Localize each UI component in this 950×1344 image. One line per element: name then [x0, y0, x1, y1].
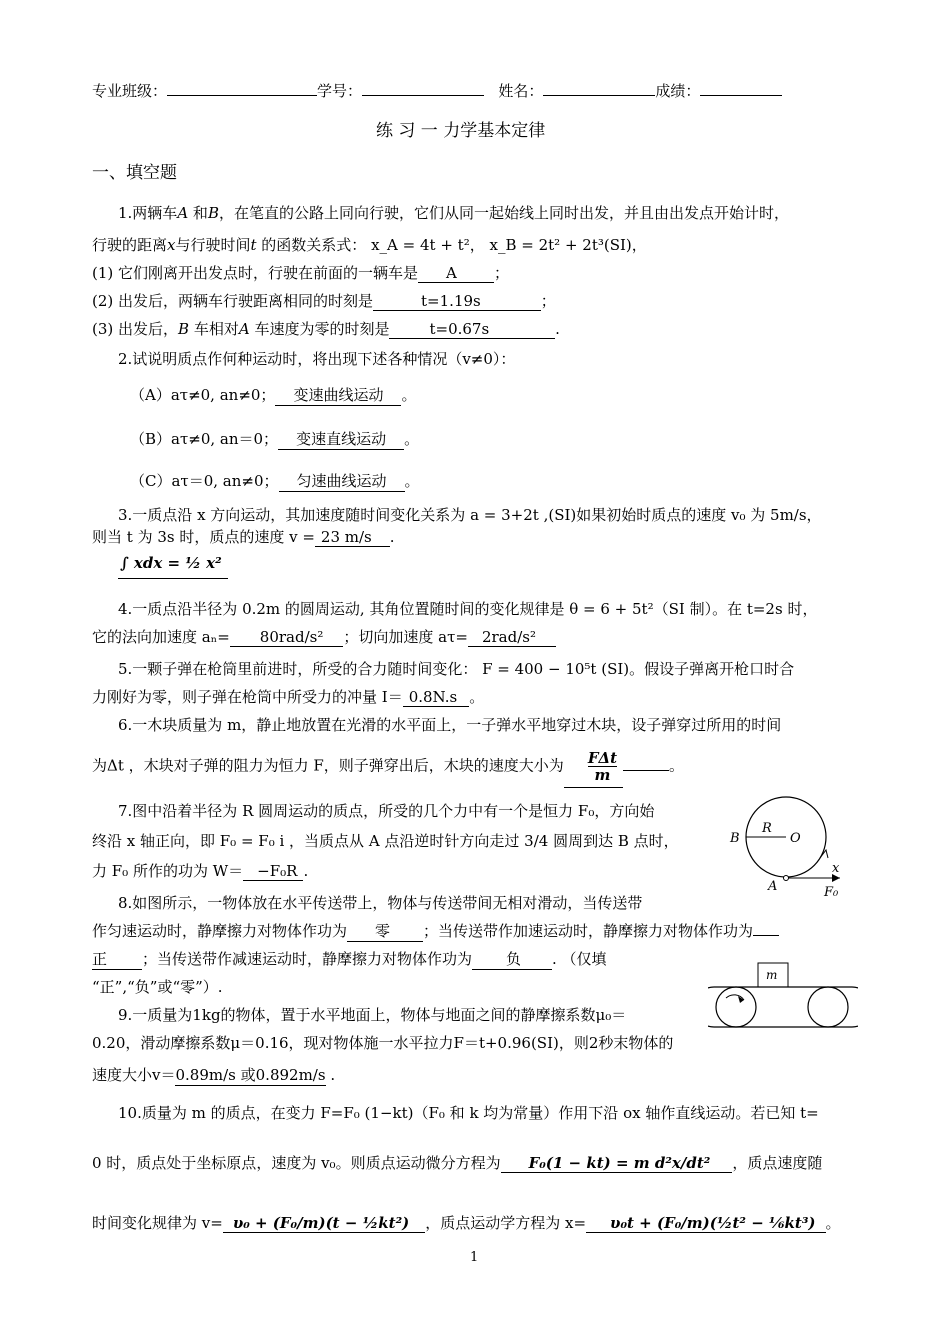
q1-stem: 1.两辆车A 和B，在笔直的公路上同向行驶，它们从同一起始线上同时出发，并且由出发点开始计时， [118, 204, 789, 222]
q1-part2: (2) 出发后，两辆车行驶距离相同的时刻是 t=1.19s ； [92, 292, 556, 310]
q4-line2: 它的法向加速度 aₙ= 80rad/s² ；切向加速度 aτ= 2rad/s² [92, 626, 556, 647]
score-blank[interactable] [700, 95, 782, 96]
q4-answer-1: 80rad/s² [230, 628, 344, 647]
q9-line3: 速度大小v＝0.89m/s 或0.892m/s . [92, 1066, 336, 1084]
major-class-blank[interactable] [167, 95, 317, 96]
q5-line1: 5.一颗子弹在枪筒里前进时，所受的合力随时间变化： F = 400 − 10⁵t (SI)。假设子弹离开枪口时合 [118, 660, 795, 678]
svg-text:B: B [730, 831, 740, 846]
q1-answer-2: t=1.19s [373, 292, 541, 311]
q8-line3: 正 ；当传送带作减速运动时，静摩擦力对物体作功为 负 . （仅填 [92, 950, 607, 968]
page-number: 1 [470, 1250, 479, 1265]
major-class-label: 专业班级： [92, 82, 168, 100]
q10-answer-2: υ₀ + (F₀/m)(t − ½kt²) [223, 1214, 425, 1233]
q10-answer-1: F₀(1 − kt) = m d²x/dt² [501, 1154, 733, 1173]
q2-stem: 2.试说明质点作何种运动时，将出现下述各种情况（v≠0）： [118, 350, 516, 368]
q5-answer: 0.8N.s [403, 688, 470, 707]
svg-text:F₀: F₀ [824, 885, 839, 900]
student-id-blank[interactable] [362, 95, 484, 96]
q1-part1: (1) 它们刚离开出发点时，行驶在前面的一辆车是 A ； [92, 264, 510, 282]
page-title: 练 习 一 力学基本定律 [376, 121, 546, 141]
q3-line1: 3.一质点沿 x 方向运动，其加速度随时间变化关系为 a = 3+2t ,(SI)如果初始时质点的速度 v₀ 为 5m/s， [118, 506, 822, 524]
conveyor-belt-diagram [708, 960, 858, 1030]
q9-line2: 0.20，滑动摩擦系数μ＝0.16，现对物体施一水平拉力F＝t+0.96(SI)，则2秒末物体的 [92, 1034, 674, 1052]
q7-answer: −F₀R [243, 862, 303, 881]
q10-answer-3: υ₀t + (F₀/m)(½t² − ⅙kt³) [586, 1214, 825, 1233]
q3-note: ∫ xdx = ½ x² [118, 554, 228, 579]
q2-c: （C）aτ＝0, an≠0； 匀速曲线运动 。 [130, 472, 420, 490]
q8-line1: 8.如图所示，一物体放在水平传送带上，物体与传送带间无相对滑动，当传送带 [118, 894, 643, 912]
q2-a-answer: 变速曲线运动 [275, 384, 401, 406]
q6-line2: 为Δt ，木块对子弹的阻力为恒力 F，则子弹穿出后，木块的速度大小为 $\frac{\text{FΔt}}{m}$ 。 [92, 750, 684, 788]
score-label: 成绩： [655, 82, 701, 100]
svg-text:A: A [768, 879, 778, 894]
q1-eq-a: x_A = 4t + t²， [371, 236, 485, 254]
q2-b: （B）aτ≠0, an＝0； 变速直线运动 。 [130, 430, 420, 448]
name-blank[interactable] [543, 95, 655, 96]
q10-line3: 时间变化规律为 v= υ₀ + (F₀/m)(t − ½kt²) ，质点运动学方程为 x= υ₀t + (F₀/m)(½t² − ⅙kt³) 。 [92, 1214, 841, 1232]
q10-line2: 0 时，质点处于坐标原点，速度为 v₀。则质点运动微分方程为 F₀(1 − kt) = m d²x/dt² ，质点速度随 [92, 1154, 823, 1172]
q3-answer: 23 m/s [315, 528, 390, 547]
q6-answer: $\frac{\text{FΔt}}{m}$ [587, 749, 618, 784]
q1-answer-3: t=0.67s [389, 320, 555, 339]
svg-text:x: x [832, 861, 840, 876]
q2-a: （A）aτ≠0, an≠0； 变速曲线运动 。 [130, 386, 417, 404]
svg-text:R: R [762, 821, 772, 836]
q7-line2: 终沿 x 轴正向，即 F₀ = F₀ i ，当质点从 A 点沿逆时针方向走过 3/4 圆周到达 B 点时， [92, 832, 679, 850]
student-id-label: 学号： [317, 82, 363, 100]
q3-line2: 则当 t 为 3s 时，质点的速度 v = 23 m/s . [92, 528, 395, 546]
header-line [92, 80, 782, 101]
q8-answer-3: 负 [472, 948, 552, 970]
q9-answer: 0.89m/s 或0.892m/s [175, 1066, 326, 1084]
q1-eq-b: x_B = 2t² + 2t³(SI)， [489, 236, 647, 254]
q4-line1: 4.一质点沿半径为 0.2m 的圆周运动, 其角位置随时间的变化规律是 θ = 6 + 5t²（SI 制）。在 t=2s 时， [118, 600, 818, 618]
q7-line3: 力 F₀ 所作的功为 W＝ −F₀R . [92, 862, 309, 880]
q1-answer-1: A [418, 264, 494, 283]
q9-line1: 9.一质量为1kg的物体，置于水平地面上，物体与地面之间的静摩擦系数μ₀＝ [118, 1006, 627, 1024]
q6-line1: 6.一木块质量为 m，静止地放置在光滑的水平面上，一子弹水平地穿过木块，设子弹穿过所用的时间 [118, 716, 782, 734]
q8-answer-1: 零 [347, 920, 423, 942]
q7-circle-diagram [728, 792, 858, 902]
q10-line1: 10.质量为 m 的质点，在变力 F=F₀ (1−kt)（F₀ 和 k 均为常量）作用下沿 ox 轴作直线运动。若已知 t= [118, 1104, 819, 1122]
name-label: 姓名： [498, 82, 544, 100]
svg-text:O: O [790, 831, 801, 846]
q8-answer-2: 正 [92, 948, 142, 970]
svg-text:m: m [766, 968, 778, 982]
q1-stem-2: 行驶的距离x与行驶时间t 的函数关系式： x_A = 4t + t²， x_B = 2t² + 2t³(SI)， [92, 236, 647, 254]
q4-answer-2: 2rad/s² [468, 628, 556, 647]
q7-line1: 7.图中沿着半径为 R 圆周运动的质点，所受的几个力中有一个是恒力 F₀，方向始 [118, 802, 655, 820]
q8-line4: “正”,“负”或“零”）. [92, 978, 223, 996]
q1-part3: (3) 出发后，B 车相对A 车速度为零的时刻是 t=0.67s . [92, 320, 560, 338]
q8-line2: 作匀速运动时，静摩擦力对物体作功为 零 ；当传送带作加速运动时，静摩擦力对物体作功为 [92, 920, 779, 942]
section-heading: 一、填空题 [92, 163, 177, 183]
q2-b-answer: 变速直线运动 [278, 428, 404, 450]
q2-c-answer: 匀速曲线运动 [279, 470, 405, 492]
q5-line2: 力刚好为零，则子弹在枪筒中所受力的冲量 I＝ 0.8N.s 。 [92, 688, 485, 706]
